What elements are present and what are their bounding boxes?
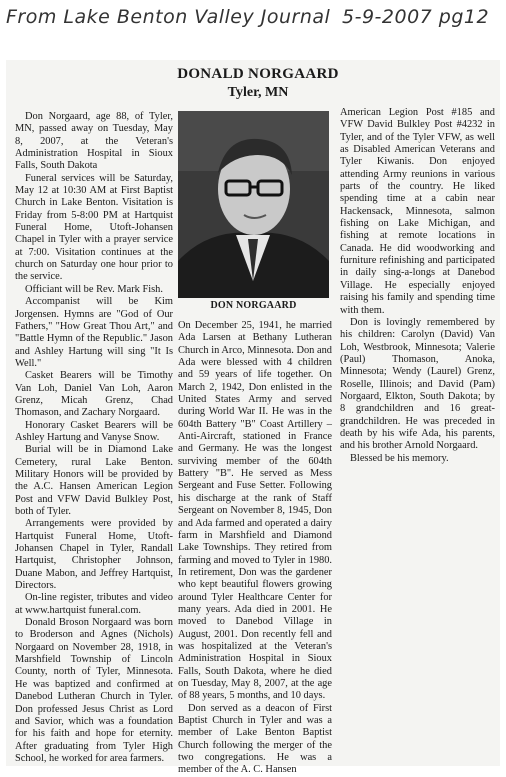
paragraph: On December 25, 1941, he married Ada Larsen at Bethany Lutheran Church in Arco, Minnesota. Don and Ada were blessed with 4 children and 59 years of life together. On March 2, 1942, Don enlisted in the United States Army and served during World War II. He was in the 604th Battery "B" Coast Artillery – Anti-Aircraft, stationed in France and Germany. He was the longest surviving member of the 604th Battery "B". He served as Mess Sergeant and Fuse Setter. Following his discharge at the rank of Staff Sergeant on November 8, 1945, Don and Ada farmed and operated a dairy farm in Marshfield and Diamond Lake Townships. They retired from farming and moved to Tyler in 1980. In retirement, Don was the gardener who kept beautiful flowers growing around Tyler Healthcare Center for many years. Ada died in 2001. He moved to Danebod Village in August, 2001. Don recently fell and was hospitalized at the Veteran's Administration Hospital in Sioux Falls, South Dakota, where he died on Tuesday, May 8, 2007, at the age of 88 years, 5 months, and 10 days. [178,320,332,702]
obituary-name: DONALD NORGAARD [177,66,339,82]
paragraph: Casket Bearers will be Timothy Van Loh, Daniel Van Loh, Aaron Grenz, Micah Grenz, Chad Thomason, and Zachary Norgaard. [15,370,173,419]
publication-note: From Lake Benton Valley Journal [6,6,331,28]
paragraph: Honorary Casket Bearers will be Ashley Hartung and Vanyse Snow. [15,419,173,443]
paragraph: Blessed be his memory. [350,452,449,464]
paragraph: On-line register, tributes and video at www.hartquist funeral.com. [15,592,173,616]
date-page-note: 5-9-2007 pg12 [342,6,490,28]
handwritten-annotation [6,2,502,32]
paragraph: Don served as a deacon of First Baptist Church in Tyler and was a member of Lake Benton Baptist Church following the merger of the two congregations. He was a member of the A. C. Hansen [178,702,332,776]
paragraph: Burial will be in Diamond Lake Cemetery, rural Lake Benton. Military Honors will be provided by the A.C. Hansen American Legion Post and VFW David Bulkley Post, both of Tyler. [15,444,173,517]
obituary-location: Tyler, MN [227,85,289,100]
paragraph: Don Norgaard, age 88, of Tyler, MN, passed away on Tuesday, May 8, 2007, at the Veteran's Administration Hospital in Sioux Falls, South Dakota [15,111,173,172]
paragraph: Donald Broson Norgaard was born to Broderson and Agnes (Nichols) Norgaard on November 28, 1918, in Marshfield Township of Lincoln County, north of Tyler, Minnesota. He was baptized and confirmed at Danebod Lutheran Church in Tyler. Don professed Jesus Christ as Lord and Savior, which was a foundation for his faith and hope for eternity. After graduating from Tyler High School, he worked for area farmers. [15,617,173,764]
portrait-photo [178,111,329,298]
paragraph: American Legion Post #185 and VFW David Bulkley Post #4232 in Tyler, and of the Tyler VFW, as well as Disabled American Veterans and Tyler Kiwanis. Don enjoyed attending Army reunions in various parts of the country. He liked spending time at a cabin near Hackensack, Minnesota, salmon fishing on Lake Michigan, and fishing at remote locations in Canada. He did woodworking and furniture refinishing and participated in daily sing-a-longs at Danebod Village. He especially enjoyed raising his family and spending time with them. [340,107,495,316]
paragraph: Officiant will be Rev. Mark Fish. [25,283,163,295]
paragraph: Don is lovingly remembered by his children: Carolyn (David) Van Loh, Westbrook, Minnesota; Valerie (Paul) Thomason, Anoka, Minnesota; Wendy (Laurel) Grenz, Roselle, Illinois; and David (Pam) Norgaard, Elkton, South Dakota; by 8 grandchildren and 16 great-grandchildren. He was preceded in death by his wife Ada, his parents, and his brother Arnold Norgaard. [340,316,495,452]
paragraph: Accompanist will be Kim Jorgensen. Hymns are "God of Our Fathers," "How Great Thou Art," and "Battle Hymn of the Republic." Jason and Ashley Hartung will sing "It Is Well." [15,296,173,369]
paragraph: Funeral services will be Saturday, May 12 at 10:30 AM at First Baptist Church in Lake Benton. Visitation is Friday from 5-8:00 PM at Hartquist Funeral Home, Utoft-Johansen Chapel in Tyler with a prayer service at 7:00. Visitation continues at the church on Saturday one hour prior to the service. [15,172,173,283]
text-column-2 [178,320,332,776]
text-column-3 [340,107,495,464]
text-column-1 [15,111,173,766]
paragraph: Arrangements were provided by Hartquist Funeral Home, Utoft-Johansen Chapel in Tyler, Randall Hartquist, Christopher Johnson, Duane Mabon, and Jeffrey Hartquist, Directors. [15,518,173,592]
portrait-image [178,111,329,298]
photo-caption: DON NORGAARD [210,300,297,311]
